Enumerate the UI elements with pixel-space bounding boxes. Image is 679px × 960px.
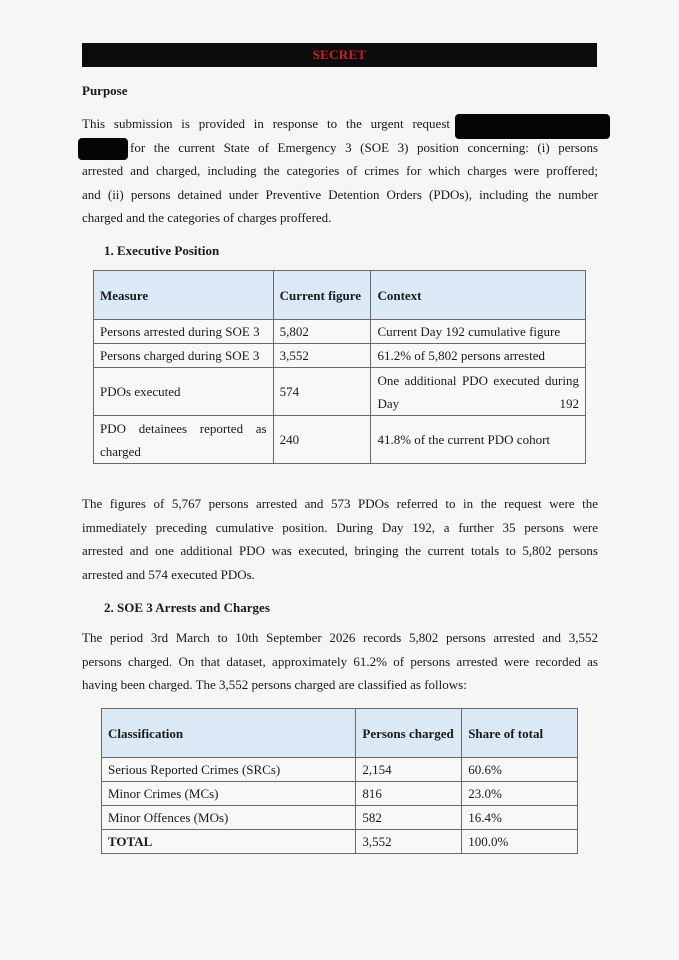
classification-banner bbox=[82, 43, 597, 67]
column-header: Context bbox=[371, 271, 586, 320]
paragraph-line: The period 3rd March to 10th September 2026 records 5,802 persons arrested and 3,552 bbox=[82, 630, 598, 645]
section2-paragraph bbox=[82, 626, 598, 697]
paragraph-line: having been charged. The 3,552 persons charged are classified as follows: bbox=[82, 677, 467, 692]
executive-position-table bbox=[93, 270, 586, 464]
purpose-line-5: charged and the categories of charges proffered. bbox=[82, 210, 332, 225]
table-cell: 240 bbox=[273, 416, 371, 464]
purpose-line-1: This submission is provided in response to the urgent request bbox=[82, 116, 450, 131]
table-cell: 3,552 bbox=[273, 344, 371, 368]
table-cell: Minor Offences (MOs) bbox=[102, 806, 356, 830]
paragraph-line: immediately preceding cumulative position. During Day 192, a further 35 persons were bbox=[82, 519, 598, 535]
classification-label: SECRET bbox=[312, 47, 367, 62]
table-cell: Persons arrested during SOE 3 bbox=[94, 320, 274, 344]
table-cell: 816 bbox=[356, 782, 462, 806]
redaction-block bbox=[455, 114, 610, 139]
charges-classification-table bbox=[101, 708, 578, 854]
section1-paragraph bbox=[82, 492, 598, 586]
table-cell: 16.4% bbox=[462, 806, 578, 830]
table-cell: Minor Crimes (MCs) bbox=[102, 782, 356, 806]
table-cell: PDOs executed bbox=[94, 368, 274, 416]
table-row bbox=[102, 758, 578, 782]
paragraph-line: The figures of 5,767 persons arrested and 573 PDOs referred to in the request were the bbox=[82, 496, 598, 511]
table-header-row bbox=[94, 271, 586, 320]
table-cell: 574 bbox=[273, 368, 371, 416]
table-cell: PDO detainees reported as charged bbox=[94, 416, 274, 464]
table-header-row bbox=[102, 709, 578, 758]
section1-heading: 1. Executive Position bbox=[104, 243, 220, 258]
table-row bbox=[102, 806, 578, 830]
table-cell: 61.2% of 5,802 persons arrested bbox=[371, 344, 586, 368]
table-row bbox=[94, 416, 586, 464]
paragraph-line: persons charged. On that dataset, approximately 61.2% of persons arrested were recorded as bbox=[82, 653, 598, 669]
table-row bbox=[102, 782, 578, 806]
section2-heading: 2. SOE 3 Arrests and Charges bbox=[104, 600, 270, 615]
table-cell: Current Day 192 cumulative figure bbox=[371, 320, 586, 344]
purpose-line-4: and (ii) persons detained under Preventive Detention Orders (PDOs), including the number bbox=[82, 186, 598, 202]
table-cell: Serious Reported Crimes (SRCs) bbox=[102, 758, 356, 782]
column-header: Classification bbox=[102, 709, 356, 758]
table-row bbox=[94, 320, 586, 344]
table-row-total bbox=[102, 830, 578, 854]
table-cell: Persons charged during SOE 3 bbox=[94, 344, 274, 368]
column-header: Measure bbox=[94, 271, 274, 320]
table-cell: 41.8% of the current PDO cohort bbox=[371, 416, 586, 464]
purpose-heading: Purpose bbox=[82, 83, 128, 98]
table-cell: One additional PDO executed during Day 192 bbox=[371, 368, 586, 416]
table-cell: 5,802 bbox=[273, 320, 371, 344]
table-row bbox=[94, 344, 586, 368]
paragraph-line: arrested and 574 executed PDOs. bbox=[82, 566, 255, 582]
table-cell: 3,552 bbox=[356, 830, 462, 854]
column-header: Persons charged bbox=[356, 709, 462, 758]
purpose-line-3: arrested and charged, including the categories of crimes for which charges were proffered; bbox=[82, 163, 598, 178]
table-row bbox=[94, 368, 586, 416]
purpose-line-2: for the current State of Emergency 3 (SOE 3) position concerning: (i) persons bbox=[130, 139, 598, 155]
table-cell: 60.6% bbox=[462, 758, 578, 782]
table-cell: 23.0% bbox=[462, 782, 578, 806]
redaction-block bbox=[78, 138, 128, 160]
column-header: Current figure bbox=[273, 271, 371, 320]
table-cell: 100.0% bbox=[462, 830, 578, 854]
table-cell: 582 bbox=[356, 806, 462, 830]
table-cell: TOTAL bbox=[102, 830, 356, 854]
column-header: Share of total bbox=[462, 709, 578, 758]
table-cell: 2,154 bbox=[356, 758, 462, 782]
paragraph-line: arrested and one additional PDO was executed, bringing the current totals to 5,802 persons bbox=[82, 543, 598, 558]
